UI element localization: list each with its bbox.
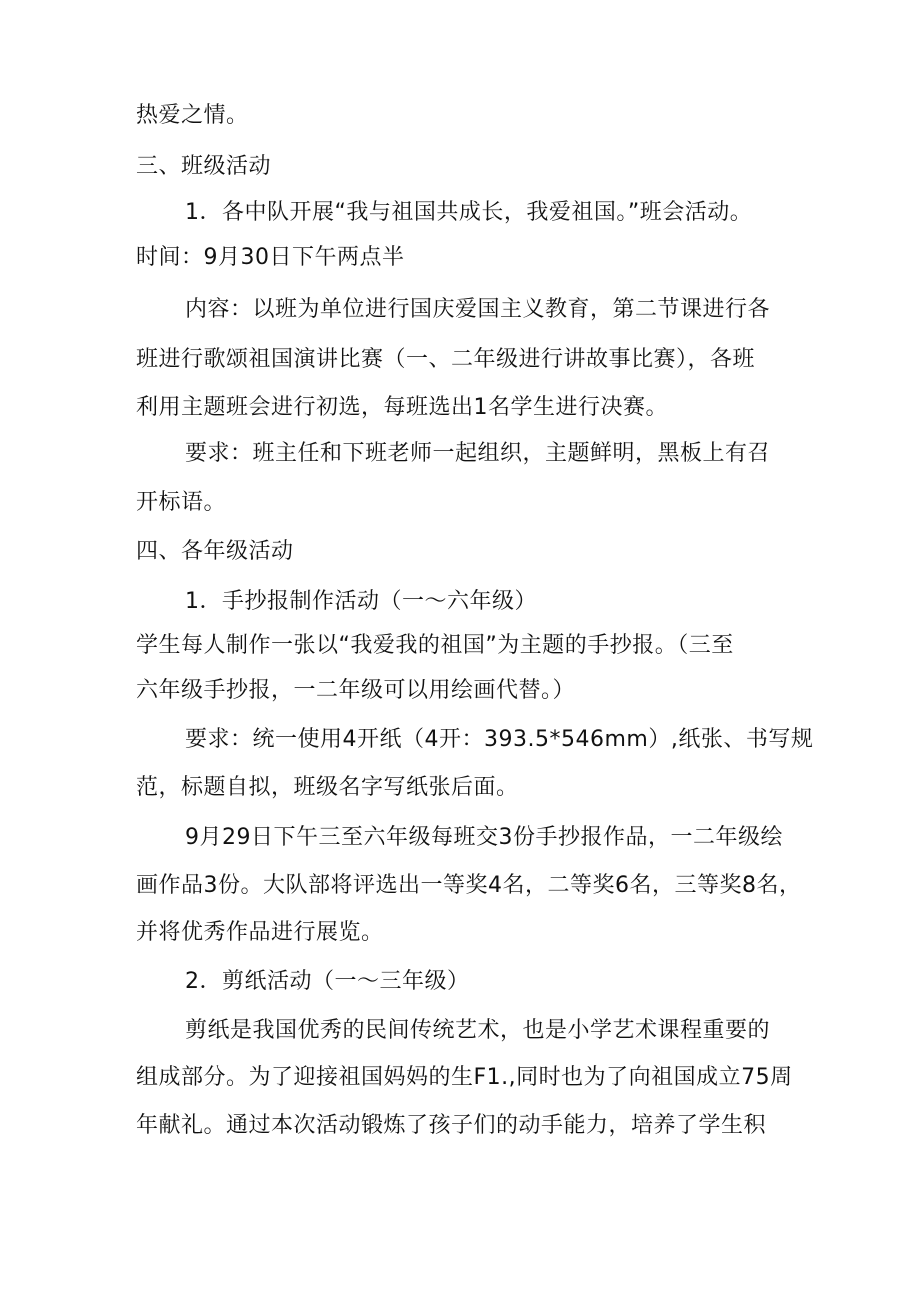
text-line: 热爱之情。 [136,103,249,128]
text-line: 班进行歌颂祖国演讲比赛（一、二年级进行讲故事比赛），各班 [136,347,756,372]
text-line: 组成部分。为了迎接祖国妈妈的生F1.,同时也为了向祖国成立75周 [136,1065,793,1090]
text-line: 剪纸是我国优秀的民间传统艺术，也是小学艺术课程重要的 [185,1018,771,1043]
section-heading: 三、班级活动 [136,154,272,179]
text-line: 时间：9月30日下午两点半 [136,245,405,270]
text-line: 利用主题班会进行初选，每班选出1名学生进行决赛。 [136,395,668,420]
text-line: 内容：以班为单位进行国庆爱国主义教育，第二节课进行各 [185,297,771,322]
text-line: 2．剪纸活动（一～三年级） [185,969,470,994]
text-line: 范，标题自拟，班级名字写纸张后面。 [136,775,519,800]
text-line: 要求：统一使用4开纸（4开：393.5*546mm）,纸张、书写规 [185,727,814,752]
section-heading: 四、各年级活动 [136,539,294,564]
text-line: 开标语。 [136,490,227,515]
text-line: 9月29日下午三至六年级每班交3份手抄报作品，一二年级绘 [185,825,783,850]
text-line: 并将优秀作品进行展览。 [136,920,384,945]
text-line: 学生每人制作一张以“我爱我的祖国”为主题的手抄报。（三至 [136,633,734,658]
text-line: 要求：班主任和下班老师一起组织，主题鲜明，黑板上有召 [185,441,771,466]
text-line: 年献礼。通过本次活动锻炼了孩子们的动手能力，培养了学生积 [136,1113,767,1138]
text-line: 1．各中队开展“我与祖国共成长，我爱祖国。”班会活动。 [185,200,753,225]
text-line: 六年级手抄报，一二年级可以用绘画代替。） [136,678,576,703]
text-line: 画作品3份。大队部将评选出一等奖4名，二等奖6名，三等奖8名， [136,873,802,898]
text-line: 1．手抄报制作活动（一～六年级） [185,589,537,614]
